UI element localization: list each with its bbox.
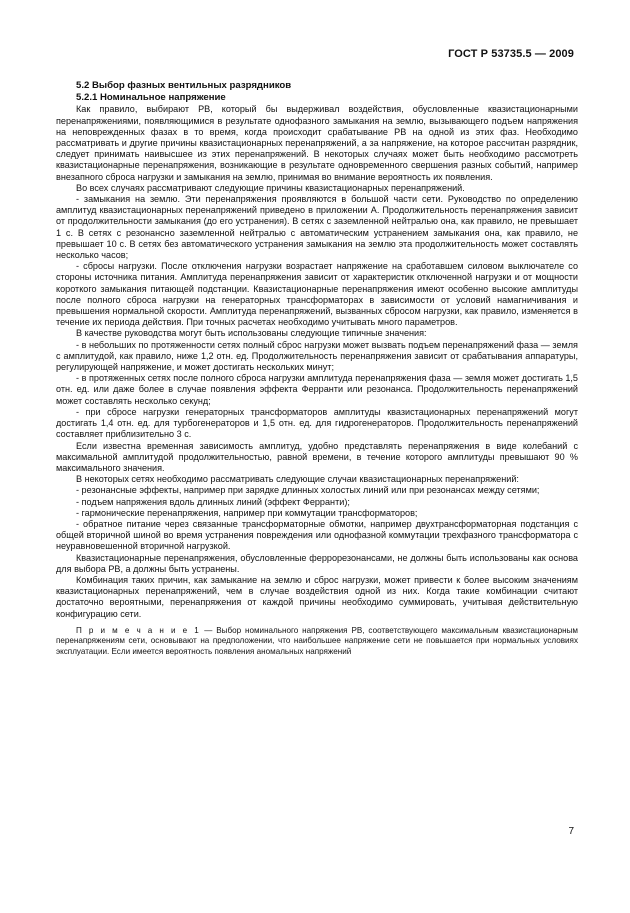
section-heading: 5.2 Выбор фазных вентильных разрядников xyxy=(76,80,292,91)
paragraph-time-dependence: Если известна временная зависимость амплитуд, удобно представлять перенапряжения в виде колебаний с максимальной амплитудой продолжительностью, равной времени, в течение которого амплитуды превышают 90 % максимального значения. xyxy=(56,440,578,473)
paragraph-generator-transformers: - при сбросе нагрузки генераторных трансформаторов амплитуды квазистационарных перенапряжений могут достигать 1,4 отн. ед. для турбогенераторов и 1,5 отн. ед. для гидрогенераторов. Продолжительность перенапряжений составляет приблизительно 3 с. xyxy=(56,406,578,440)
paragraph-extended-networks: - в протяженных сетях после полного сброса нагрузки амплитуда перенапряжения фаза — земля может достигать 1,5 отн. ед. или даже более в случае появления эффекта Ферранти или резонанса. Продолжительность перенапряжений может составлять несколько секунд; xyxy=(56,373,578,406)
paragraph-intro: Как правило, выбирают РВ, который бы выдерживал воздействия, обусловленные квазистационарными перенапряжениями, появляющимися в результате однофазного замыкания на землю, вызывающего подъем напряжения на неповрежденных фазах в то время, когда происходит срабатывание РВ на одной из этих фаз. Необходимо рассматривать и другие причины квазистационарных перенапряжений, а за напряжение, на которое рассчитан разрядник, следует принимать наивысшее из этих перенапряжений. В некоторых случаях может быть необходимо рассмотреть квазистационарные перенапряжения, возникающие в результате одновременного свершения разных событий, например внезапного сброса нагрузки и замыкания на землю, принимая во внимание вероятность их появления. xyxy=(56,104,578,182)
page-number: 7 xyxy=(568,826,574,837)
standard-code-header: ГОСТ Р 53735.5 — 2009 xyxy=(448,48,574,60)
note-1 xyxy=(56,626,578,658)
paragraph-small-networks: - в небольших по протяженности сетях полный сброс нагрузки может вызвать подъем перенапряжений фаза — земля с амплитудой, как правило, ниже 1,2 отн. ед. Продолжительность перенапряжения зависит от срабатывания аппаратуры, регулирующей напряжение, и может достигать нескольких минут; xyxy=(56,339,578,373)
paragraph-load-rejection: - сбросы нагрузки. После отключения нагрузки возрастает напряжение на сработавшем силовом выключателе со стороны источника питания. Амплитуда перенапряжения зависит от характеристик отключенной нагрузки и от мощности короткого замыкания питающей подстанции. Квазистационарные перенапряжения имеют особенно высокие амплитуды после полного сброса нагрузки на генераторных трансформаторах в зависимости от условий намагничивания и превышения нормальной скорости. Амплитуда перенапряжений, вызванных сбросом нагрузки, как правило, изменяется в течение их периода действия. При точных расчетах необходимо учитывать много параметров. xyxy=(56,261,578,328)
paragraph-earth-faults: - замыкания на землю. Эти перенапряжения проявляются в большой части сети. Руководство по определению амплитуд квазистационарных перенапряжений приведено в приложении А. Продолжительность перенапряжения зависит от продолжительности замыкания (до его устранения). В сетях с заземленной нейтралью она, как правило, не превышает 1 с. В сетях с резонансно заземленной нейтралью с автоматическим устранением замыкания она, как правило, не превышает 10 с. В сетях без автоматического устранения замыкания на землю эта продолжительность может составлять несколько часов; xyxy=(56,194,578,261)
paragraph-resonance: - резонансные эффекты, например при зарядке длинных холостых линий или при резонансах между сетями; xyxy=(76,485,540,496)
paragraph-ferroresonance: Квазистационарные перенапряжения, обусловленные феррорезонансами, не должны быть использованы как основа для выбора РВ, а должны быть устранены. xyxy=(56,552,578,574)
paragraph-typical-values-lead: В качестве руководства могут быть использованы следующие типичные значения: xyxy=(76,328,427,339)
note-prefix: П р и м е ч а н и е 1 xyxy=(76,625,201,635)
paragraph-ferranti: - подъем напряжения вдоль длинных линий (эффект Ферранти); xyxy=(76,496,350,507)
paragraph-special-cases-lead: В некоторых сетях необходимо рассматривать следующие случаи квазистационарных перенапряжений: xyxy=(76,474,519,485)
note-text: — Выбор номинального напряжения РВ, соответствующего максимальным квазистационарным перенапряжениям сети, основывают на предположении, что наибольшее напряжение сети не повышается при нормальных условиях эксплуатации. Если имеется вероятность появления аномальных напряжений xyxy=(56,625,578,656)
paragraph-causes-lead: Во всех случаях рассматривают следующие причины квазистационарных перенапряжений. xyxy=(76,182,465,193)
paragraph-backfeed: - обратное питание через связанные трансформаторные обмотки, например двухтрансформаторная подстанция с общей вторичной шиной во время устранения повреждения или однофазной коммутации трехфазного трансформатора с неуравновешенной вторичной нагрузкой. xyxy=(56,518,578,552)
paragraph-harmonics: - гармонические перенапряжения, например при коммутации трансформаторов; xyxy=(76,507,418,518)
page-content xyxy=(56,80,578,665)
subsection-heading: 5.2.1 Номинальное напряжение xyxy=(76,92,226,104)
paragraph-combination: Комбинация таких причин, как замыкание на землю и сброс нагрузки, может привести к более высоким значениям квазистационарных перенапряжений, чем в случае воздействия одной из них. Когда такие комбинации считают достаточно вероятными, перенапряжения от каждой причины необходимо суммировать, учитывая действительную конфигурацию сети. xyxy=(56,574,578,619)
